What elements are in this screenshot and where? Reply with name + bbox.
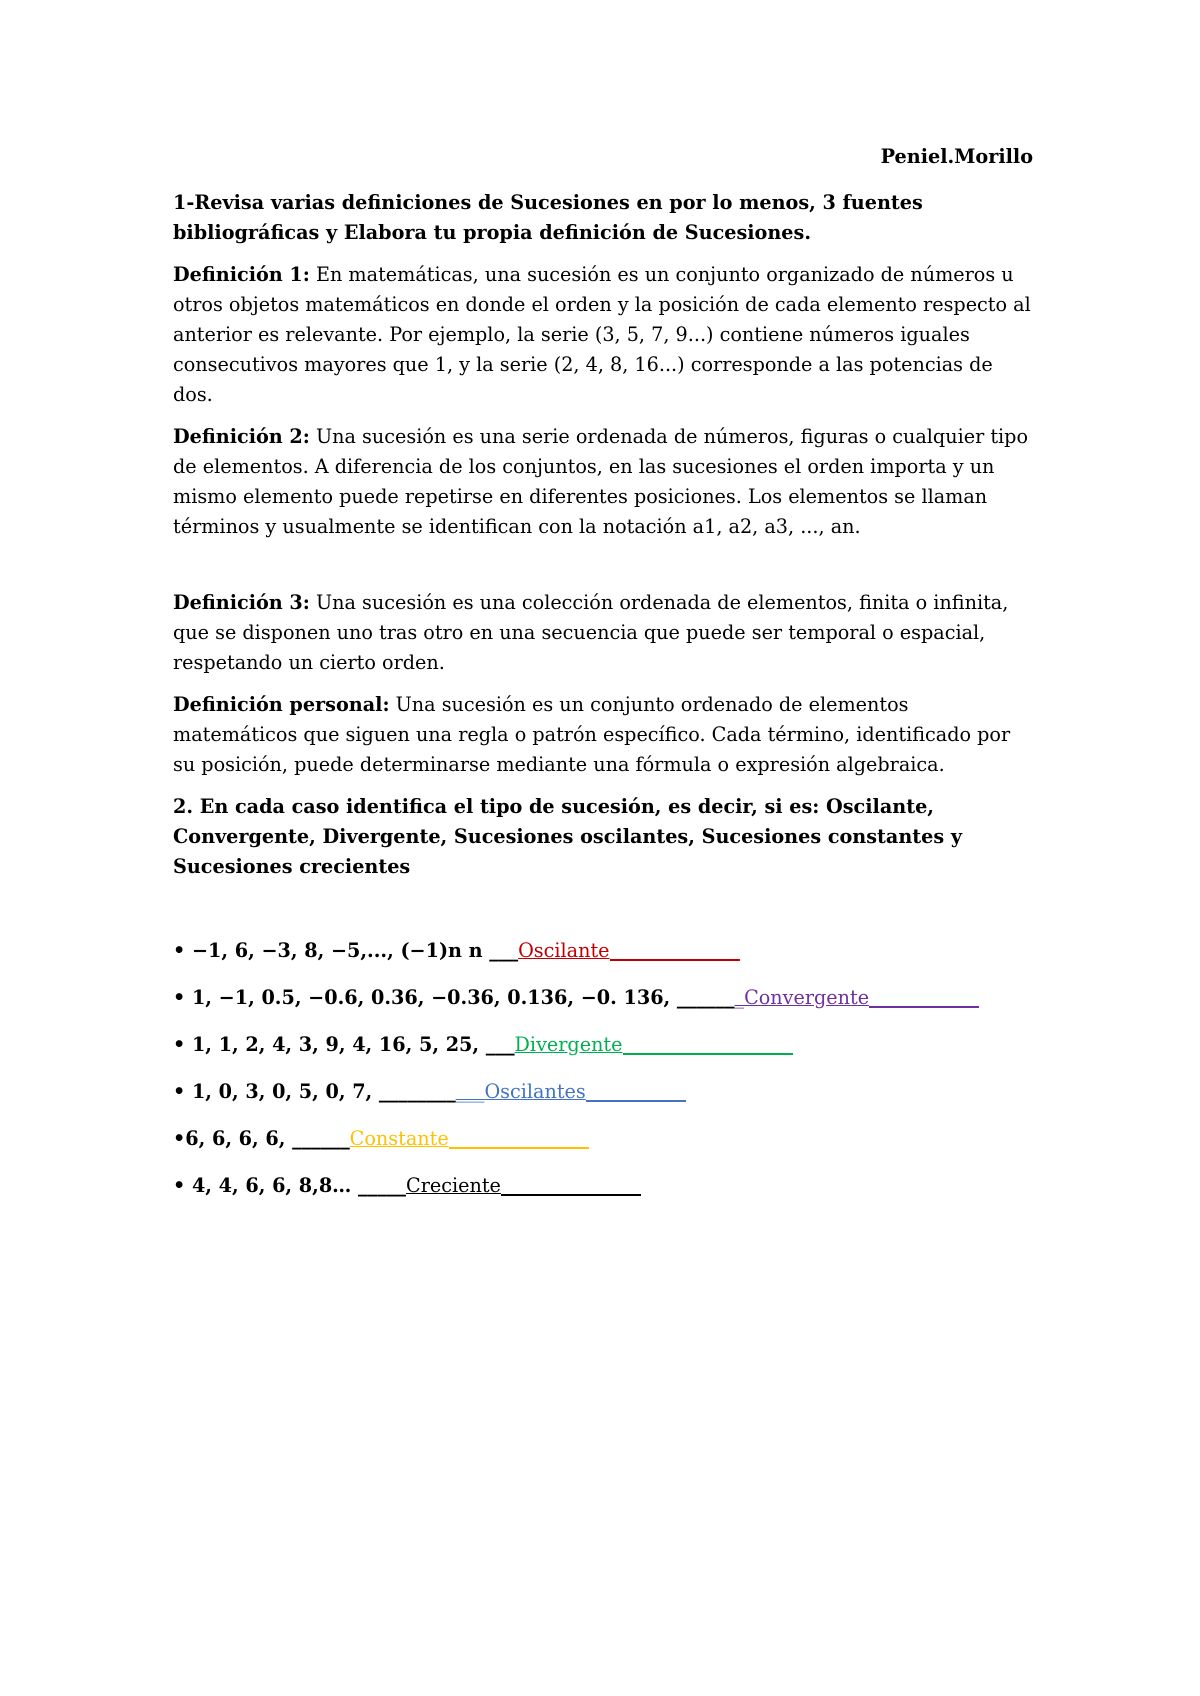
- sequence-text: • 4, 4, 6, 6, 8,8… _____: [173, 1174, 407, 1197]
- answer-underline: [449, 1147, 589, 1149]
- sequence-item-4: [173, 1077, 1033, 1107]
- author-name: Peniel.Morillo: [880, 145, 1033, 168]
- definition-3: [173, 588, 1033, 678]
- definition-label: Definición 3:: [173, 591, 310, 614]
- answer-text: ___Oscilantes: [455, 1080, 586, 1103]
- definition-label: Definición 2:: [173, 425, 310, 448]
- sequence-text: •6, 6, 6, 6, ______: [173, 1127, 350, 1150]
- definition-text: En matemáticas, una sucesión es un conjunto organizado de números u otros objetos matemáticos en donde el orden y la posición de cada elemento respecto al anterior es relevante. Por ejemplo, la serie (3, 5, 7, 9...) contiene números iguales consecutivos mayores que 1, y la serie (2, 4, 8, 16...) corresponde a las potencias de dos.: [173, 263, 1031, 406]
- answer-underline: [610, 959, 740, 961]
- sequence-item-5: [173, 1124, 1033, 1154]
- document-body: [173, 188, 1033, 1218]
- definition-2: [173, 422, 1033, 542]
- definition-text: Una sucesión es una colección ordenada de elementos, finita o infinita, que se disponen uno tras otro en una secuencia que puede ser temporal o espacial, respetando un cierto orden.: [173, 591, 1009, 674]
- answer-underline: [869, 1006, 979, 1008]
- sequence-text: • −1, 6, −3, 8, −5,..., (−1)n n ___: [173, 939, 519, 962]
- sequence-item-1: [173, 936, 1033, 966]
- answer-text: _Convergente: [734, 986, 870, 1009]
- definition-label: Definición 1:: [173, 263, 310, 286]
- sequence-text: • 1, −1, 0.5, −0.6, 0.36, −0.36, 0.136, −0. 136, ______: [173, 986, 735, 1009]
- answer-text: Creciente: [406, 1174, 501, 1197]
- answer-underline: [586, 1100, 686, 1102]
- definition-text: Una sucesión es un conjunto ordenado de elementos matemáticos que siguen una regla o patrón específico. Cada término, identificado por su posición, puede determinarse mediante una fórmula o expresión algebraica.: [173, 693, 1011, 776]
- answer-text: Divergente: [514, 1033, 623, 1056]
- answer-underline: [623, 1053, 793, 1055]
- definition-text: Una sucesión es una serie ordenada de números, figuras o cualquier tipo de elementos. A diferencia de los conjuntos, en las sucesiones el orden importa y un mismo elemento puede repetirse en diferentes posiciones. Los elementos se llaman términos y usualmente se identifican con la notación a1, a2, a3, ..., an.: [173, 425, 1029, 538]
- definition-1: [173, 260, 1033, 410]
- question-1: 1-Revisa varias definiciones de Sucesiones en por lo menos, 3 fuentes bibliográficas y Elabora tu propia definición de Sucesiones.: [173, 191, 923, 244]
- answer-text: Oscilante: [518, 939, 610, 962]
- definition-personal: [173, 690, 1033, 780]
- answer-text: Constante: [349, 1127, 449, 1150]
- sequence-item-6: [173, 1171, 1033, 1201]
- sequence-text: • 1, 1, 2, 4, 3, 9, 4, 16, 5, 25, ___: [173, 1033, 515, 1056]
- question-2: 2. En cada caso identifica el tipo de sucesión, es decir, si es: Oscilante, Convergente, Divergente, Sucesiones oscilantes, Sucesiones constantes y Sucesiones crecientes: [173, 795, 963, 878]
- definition-label: Definición personal:: [173, 693, 390, 716]
- sequence-item-2: [173, 983, 1033, 1013]
- sequence-text: • 1, 0, 3, 0, 5, 0, 7, ________: [173, 1080, 456, 1103]
- answer-underline: [501, 1194, 641, 1196]
- sequence-item-3: [173, 1030, 1033, 1060]
